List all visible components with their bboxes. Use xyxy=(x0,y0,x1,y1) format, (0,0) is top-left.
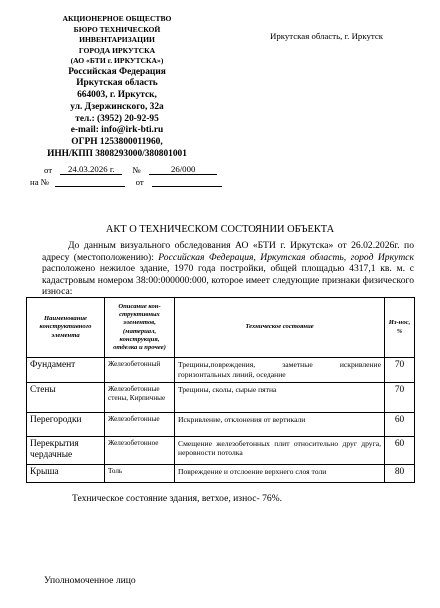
org-ogrn: ОГРН 1253800011960, xyxy=(71,137,163,148)
header-element: Наименование конструктивного элемента xyxy=(27,298,105,358)
table-row xyxy=(27,464,415,482)
conclusion-text: Техническое состояние здания, ветхое, износ- 76%. xyxy=(72,493,283,504)
cell-material: Железобетонное xyxy=(105,436,175,464)
cell-state: Трещины, сколы, сырые пятна xyxy=(175,382,385,412)
document-date: 24.03.2026 г. xyxy=(60,164,122,175)
header-wear: Из-нос, % xyxy=(385,298,415,358)
document-number: 26/000 xyxy=(149,164,217,175)
reply-date-blank xyxy=(152,176,222,187)
cell-material: Железобетонные xyxy=(105,412,175,436)
signer-label: Уполномоченное лицо xyxy=(44,575,136,586)
cell-wear: 60 xyxy=(385,412,415,436)
table-row xyxy=(27,382,415,412)
table-row xyxy=(27,412,415,436)
table-row xyxy=(27,436,415,464)
recipient-address: Иркутская область, г. Иркутск xyxy=(270,31,383,41)
document-title: АКТ О ТЕХНИЧЕСКОМ СОСТОЯНИИ ОБЪЕКТА xyxy=(105,224,335,235)
intro-text-rest: расположено нежилое здание, 1970 года постройки, общей площадью 4317,1 кв. м. с кадастровым номером 38:00:000000:000, которое имеет следующие признаки физического износа: xyxy=(42,263,414,298)
org-name-line: ИНВЕНТАРИЗАЦИИ xyxy=(79,35,155,44)
org-address-line: Российская Федерация xyxy=(68,66,166,77)
cell-wear: 70 xyxy=(385,382,415,412)
organization-header xyxy=(22,14,212,161)
header-description: Описание кон-структивных элементов, (материал, конструкция, отделка и прочее) xyxy=(105,298,175,358)
cell-material: Железобетонные стены, Кирпичные xyxy=(105,382,175,412)
number-label: № xyxy=(132,165,141,175)
from-label: от xyxy=(44,165,53,175)
cell-wear: 70 xyxy=(385,358,415,383)
org-phone: тел.: (3952) 20-92-95 xyxy=(75,113,159,124)
reply-from-label: от xyxy=(135,177,144,187)
org-address-line: Иркутская область xyxy=(76,78,158,89)
org-name-line: БЮРО ТЕХНИЧЕСКОЙ xyxy=(73,24,161,34)
intro-text: До данным визуального обследования АО «БТИ г. Иркутска» от 26.02.2026г. по адресу (местоположению): xyxy=(42,240,414,263)
wear-table xyxy=(26,297,415,483)
table-row xyxy=(27,358,415,383)
org-email: e-mail: info@irk-bti.ru xyxy=(70,125,164,136)
org-name-line: ГОРОДА ИРКУТСКА xyxy=(78,45,156,55)
cell-wear: 80 xyxy=(385,464,415,482)
cell-element: Перекрытия чердачные xyxy=(27,436,105,464)
document-date-number xyxy=(44,164,217,175)
cell-element: Перегородки xyxy=(27,412,105,436)
org-address-line: 664003, г. Иркутск, xyxy=(77,90,157,101)
org-name-line: (АО «БТИ г. ИРКУТСКА») xyxy=(70,56,164,65)
reply-reference xyxy=(30,176,222,187)
reply-number-blank xyxy=(55,176,125,187)
org-name-line: АКЦИОНЕРНОЕ ОБЩЕСТВО xyxy=(62,14,172,23)
org-inn-kpp: ИНН/КПП 3808293000/380801001 xyxy=(47,149,187,160)
cell-element: Крыша xyxy=(27,464,105,482)
cell-element: Стены xyxy=(27,382,105,412)
org-address-line: ул. Дзержинского, 32а xyxy=(70,101,164,112)
cell-element: Фундамент xyxy=(27,358,105,383)
cell-state: Смещение железобетонных плит относительно друг друга, неровности потолка xyxy=(175,436,385,464)
cell-state: Трещины,повреждения, заметные искривление горизонтальных линий, оседание xyxy=(175,358,385,383)
intro-location: Российская Федерация, Иркутская область, город Иркутск xyxy=(158,251,414,263)
cell-wear: 60 xyxy=(385,436,415,464)
cell-material: Толь xyxy=(105,464,175,482)
cell-material: Железобетонный xyxy=(105,358,175,383)
reply-label: на № xyxy=(30,177,50,187)
cell-state: Искривление, отклонения от вертикали xyxy=(175,412,385,436)
cell-state: Повреждение и отслоение верхнего слоя толи xyxy=(175,464,385,482)
intro-paragraph xyxy=(42,240,414,298)
header-state: Техническое состояние xyxy=(175,298,385,358)
table-header-row xyxy=(27,298,415,358)
